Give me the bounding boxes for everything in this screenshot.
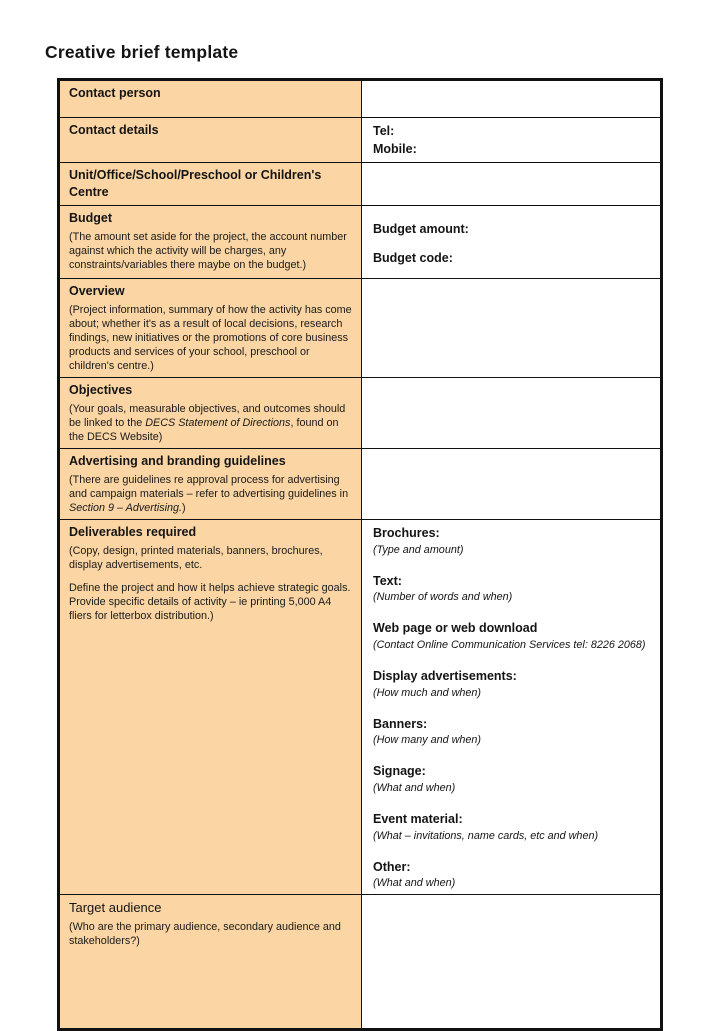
contact-details-label: Contact details [69, 123, 159, 137]
target-audience-value-cell[interactable] [362, 895, 660, 1028]
signage-hint: (What and when) [373, 781, 456, 794]
deliverables-description-2: Define the project and how it helps achieve strategic goals. Provide specific details of activity – ie printing 5,000 A4 fliers for letterbox distribution.) [69, 581, 351, 622]
contact-person-value-cell[interactable] [362, 81, 660, 117]
overview-value-cell[interactable] [362, 279, 660, 377]
brochures-hint: (Type and amount) [373, 543, 464, 556]
budget-label-cell [60, 206, 362, 278]
contact-person-label: Contact person [69, 86, 161, 100]
budget-value-cell[interactable] [362, 206, 660, 278]
overview-description: (Project information, summary of how the activity has come about; whether it's as a result of local decisions, research findings, new initiatives or the promotions of core business products and services of your school, preschool or children's centre.) [69, 303, 352, 372]
advertising-description: (There are guidelines re approval process for advertising and campaign materials – refer to advertising guidelines in Section 9 – Advertising.) [69, 473, 349, 514]
contact-person-label-cell [60, 81, 362, 117]
unit-value-cell[interactable] [362, 163, 660, 205]
mobile-field-label: Mobile: [373, 142, 417, 157]
creative-brief-table [57, 78, 663, 1031]
row-budget [60, 205, 660, 278]
objectives-description: (Your goals, measurable objectives, and outcomes should be linked to the DECS Statement of Directions, found on the DECS Website) [69, 402, 346, 443]
deliverable-item-banners [373, 717, 650, 748]
webpage-hint: (Contact Online Communication Services tel: 8226 2068) [373, 638, 646, 651]
row-overview [60, 278, 660, 377]
target-audience-label: Target audience [69, 900, 162, 916]
webpage-label: Web page or web download [373, 621, 538, 636]
unit-label: Unit/Office/School/Preschool or Children's Centre [69, 168, 322, 200]
objectives-value-cell[interactable] [362, 378, 660, 448]
objectives-label-cell [60, 378, 362, 448]
event-material-label: Event material: [373, 811, 463, 826]
page-title: Creative brief template [45, 42, 239, 62]
row-contact-person [60, 81, 660, 117]
unit-label-cell [60, 163, 362, 205]
deliverable-item-text [373, 574, 650, 605]
text-hint: (Number of words and when) [373, 591, 513, 604]
display-ads-hint: (How much and when) [373, 686, 482, 699]
row-contact-details [60, 117, 660, 162]
deliverable-item-other [373, 860, 650, 891]
banners-label: Banners: [373, 716, 428, 731]
tel-field-label: Tel: [373, 124, 395, 138]
deliverables-label: Deliverables required [69, 524, 197, 539]
display-ads-label: Display advertisements: [373, 668, 517, 683]
signage-label: Signage: [373, 764, 426, 779]
advertising-label: Advertising and branding guidelines [69, 454, 286, 468]
contact-details-value-cell[interactable] [362, 118, 660, 162]
overview-label: Overview [69, 284, 125, 298]
event-material-hint: (What – invitations, name cards, etc and when) [373, 829, 599, 842]
budget-code-field-label: Budget code: [373, 251, 453, 266]
deliverable-item-webpage [373, 621, 650, 652]
deliverable-item-display-ads [373, 669, 650, 700]
other-label: Other: [373, 859, 411, 874]
brochures-label: Brochures: [373, 525, 440, 540]
advertising-label-cell [60, 449, 362, 519]
target-audience-description: (Who are the primary audience, secondary audience and stakeholders?) [69, 920, 341, 947]
row-target-audience [60, 894, 660, 1028]
deliverable-item-event-material [373, 812, 650, 843]
other-hint: (What and when) [373, 877, 456, 890]
row-advertising [60, 448, 660, 519]
contact-details-label-cell [60, 118, 362, 162]
deliverables-description-1: (Copy, design, printed materials, banners, brochures, display advertisements, etc. [69, 544, 323, 571]
target-audience-label-cell [60, 895, 362, 1028]
deliverable-item-signage [373, 764, 650, 795]
deliverable-item-brochures [373, 526, 650, 557]
deliverables-label-cell [60, 520, 362, 894]
budget-label: Budget [69, 211, 113, 225]
row-objectives [60, 377, 660, 448]
text-label: Text: [373, 573, 402, 588]
budget-description: (The amount set aside for the project, the account number against which the activity will be charges, any constraints/variables there maybe on the budget.) [69, 230, 347, 271]
row-unit [60, 162, 660, 205]
overview-label-cell [60, 279, 362, 377]
deliverables-value-cell[interactable] [362, 520, 660, 894]
row-deliverables [60, 519, 660, 894]
objectives-label: Objectives [69, 383, 133, 398]
banners-hint: (How many and when) [373, 734, 482, 747]
advertising-value-cell[interactable] [362, 449, 660, 519]
budget-amount-field-label: Budget amount: [373, 222, 469, 236]
